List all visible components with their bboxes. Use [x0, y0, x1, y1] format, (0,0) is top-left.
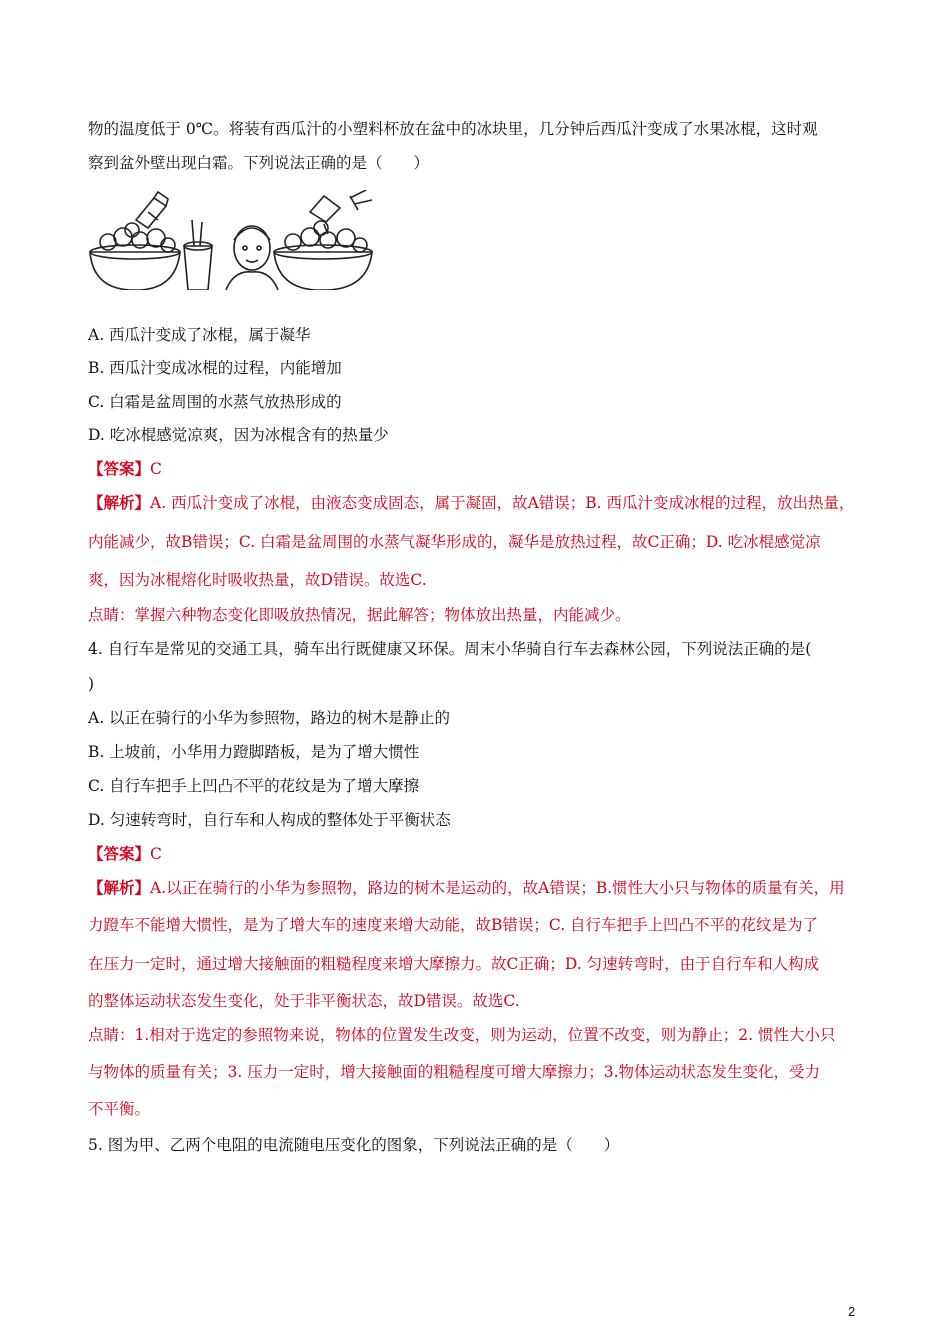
q3-stem-line2: 察到盆外壁出现白霜。下列说法正确的是（ ）: [88, 154, 430, 172]
q4-analysis-line1: [88, 878, 845, 898]
q3-option-a: A. 西瓜汁变成了冰棍，属于凝华: [88, 326, 311, 344]
q3-illustration: [88, 190, 378, 290]
q4-tip-line2: 与物体的质量有关；3. 压力一定时，增大接触面的粗糙程度可增大摩擦力；3.物体运动状态发生变化，受力: [88, 1063, 821, 1081]
q4-analysis-line3: 在压力一定时，通过增大接触面的粗糙程度来增大摩擦力。故C正确；D. 匀速转弯时，由于自行车和人构成: [88, 955, 820, 973]
q4-tip-line1: 点睛：1.相对于选定的参照物来说，物体的位置发生改变，则为运动，位置不改变，则为静止；2. 惯性大小只: [88, 1026, 836, 1044]
q4-option-c: C. 自行车把手上凹凸不平的花纹是为了增大摩擦: [88, 777, 420, 795]
q4-option-b: B. 上坡前，小华用力蹬脚踏板，是为了增大惯性: [88, 743, 420, 761]
analysis-tag: 【解析】: [88, 878, 151, 897]
answer-tag: 【答案】: [88, 844, 151, 863]
q4-option-a: A. 以正在骑行的小华为参照物，路边的树木是静止的: [88, 709, 451, 727]
analysis-tag: 【解析】: [88, 493, 151, 512]
q3-option-b: B. 西瓜汁变成冰棍的过程，内能增加: [88, 359, 342, 377]
q3-analysis-line1: [88, 493, 855, 513]
q3-option-d: D. 吃冰棍感觉凉爽，因为冰棍含有的热量少: [88, 426, 389, 444]
q3-option-c: C. 白霜是盆周围的水蒸气放热形成的: [88, 393, 342, 411]
q3-stem-line1: 物的温度低于 0℃。将装有西瓜汁的小塑料杯放在盆中的冰块里，几分钟后西瓜汁变成了水果冰棍，这时观: [88, 120, 818, 138]
analysis-text: A.以正在骑行的小华为参照物，路边的树木是运动的，故A错误；B.惯性大小只与物体的质量有关，用: [150, 879, 845, 897]
q4-stem-line2: ): [88, 675, 95, 693]
q4-stem-line1: 4. 自行车是常见的交通工具，骑车出行既健康又环保。周末小华骑自行车去森林公园，下列说法正确的是(: [88, 640, 812, 658]
q5-stem: 5. 图为甲、乙两个电阻的电流随电压变化的图象，下列说法正确的是（ ）: [88, 1136, 620, 1154]
q3-tip: 点睛：掌握六种物态变化即吸放热情况，据此解答；物体放出热量，内能减少。: [88, 606, 631, 624]
q4-answer-line: [88, 844, 162, 864]
analysis-text: A. 西瓜汁变成了冰棍，由液态变成固态，属于凝固，故A错误；B. 西瓜汁变成冰棍的过程，放出热量，: [150, 494, 855, 512]
q4-analysis-line2: 力蹬车不能增大惯性，是为了增大车的速度来增大动能，故B错误；C. 自行车把手上凹凸不平的花纹是为了: [88, 916, 819, 934]
answer-value: C: [150, 460, 162, 478]
q3-analysis-line3: 爽，因为冰棍熔化时吸收热量，故D错误。故选C.: [88, 571, 427, 589]
q4-option-d: D. 匀速转弯时，自行车和人构成的整体处于平衡状态: [88, 811, 451, 829]
page-number: 2: [848, 1304, 856, 1319]
answer-value: C: [150, 845, 162, 863]
answer-tag: 【答案】: [88, 459, 151, 478]
q4-analysis-line4: 的整体运动状态发生变化，处于非平衡状态，故D错误。故选C.: [88, 992, 520, 1010]
q3-answer-line: [88, 459, 162, 479]
q4-tip-line3: 不平衡。: [88, 1100, 151, 1118]
q3-analysis-line2: 内能减少，故B错误；C. 白霜是盆周围的水蒸气凝华形成的，凝华是放热过程，故C正确；D. 吃冰棍感觉凉: [88, 533, 821, 551]
